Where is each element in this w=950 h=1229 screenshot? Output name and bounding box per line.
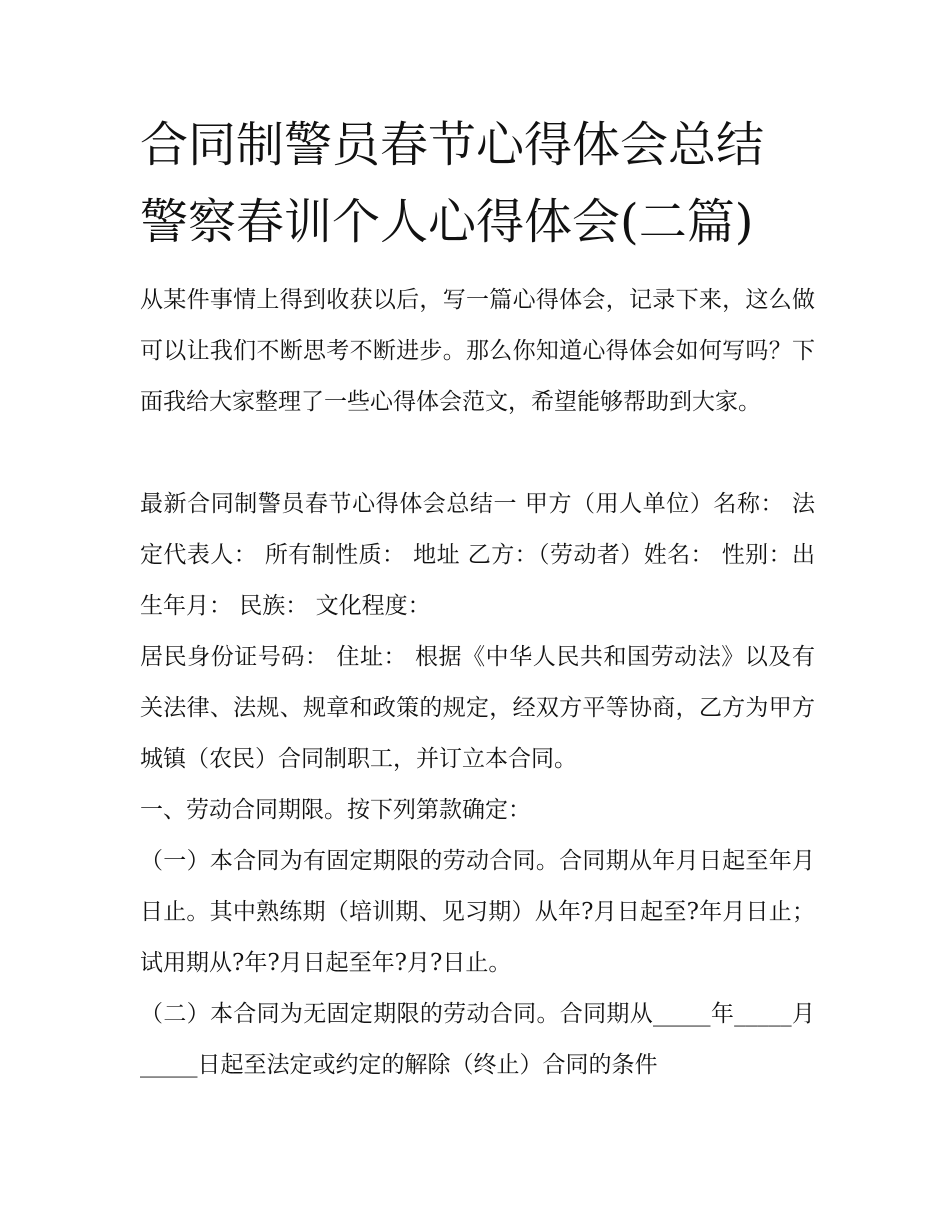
section-heading-contract-term: 一、劳动合同期限。按下列第款确定： — [140, 797, 531, 823]
document-title-line-2: 警察春训个人心得体会(二篇) — [140, 194, 754, 250]
contract-basis-paragraph: 居民身份证号码： 住址： 根据《中华人民共和国劳动法》以及有关法律、法规、规章和政策的规定，经双方平等协商，乙方为甲方城镇（农民）合同制职工，并订立本合同。 — [140, 644, 815, 772]
intro-paragraph: 从某件事情上得到收获以后，写一篇心得体会，记录下来，这么做可以让我们不断思考不断进步。那么你知道心得体会如何写吗？下面我给大家整理了一些心得体会范文，希望能够帮助到大家。 — [140, 287, 815, 415]
fixed-term-clause: （一）本合同为有固定期限的劳动合同。合同期从年月日起至年月日止。其中熟练期（培训期、见习期）从年?月日起至?年月日止；试用期从?年?月日起至年?月?日止。 — [140, 848, 815, 976]
document-title-line-1: 合同制警员春节心得体会总结 — [140, 117, 765, 173]
open-term-clause: （二）本合同为无固定期限的劳动合同。合同期从_____年_____月_____日起至法定或约定的解除（终止）合同的条件 — [140, 1001, 815, 1078]
contract-parties-paragraph: 最新合同制警员春节心得体会总结一 甲方（用人单位）名称： 法定代表人： 所有制性质： 地址 乙方：（劳动者）姓名： 性别：出生年月： 民族： 文化程度： — [140, 491, 815, 619]
